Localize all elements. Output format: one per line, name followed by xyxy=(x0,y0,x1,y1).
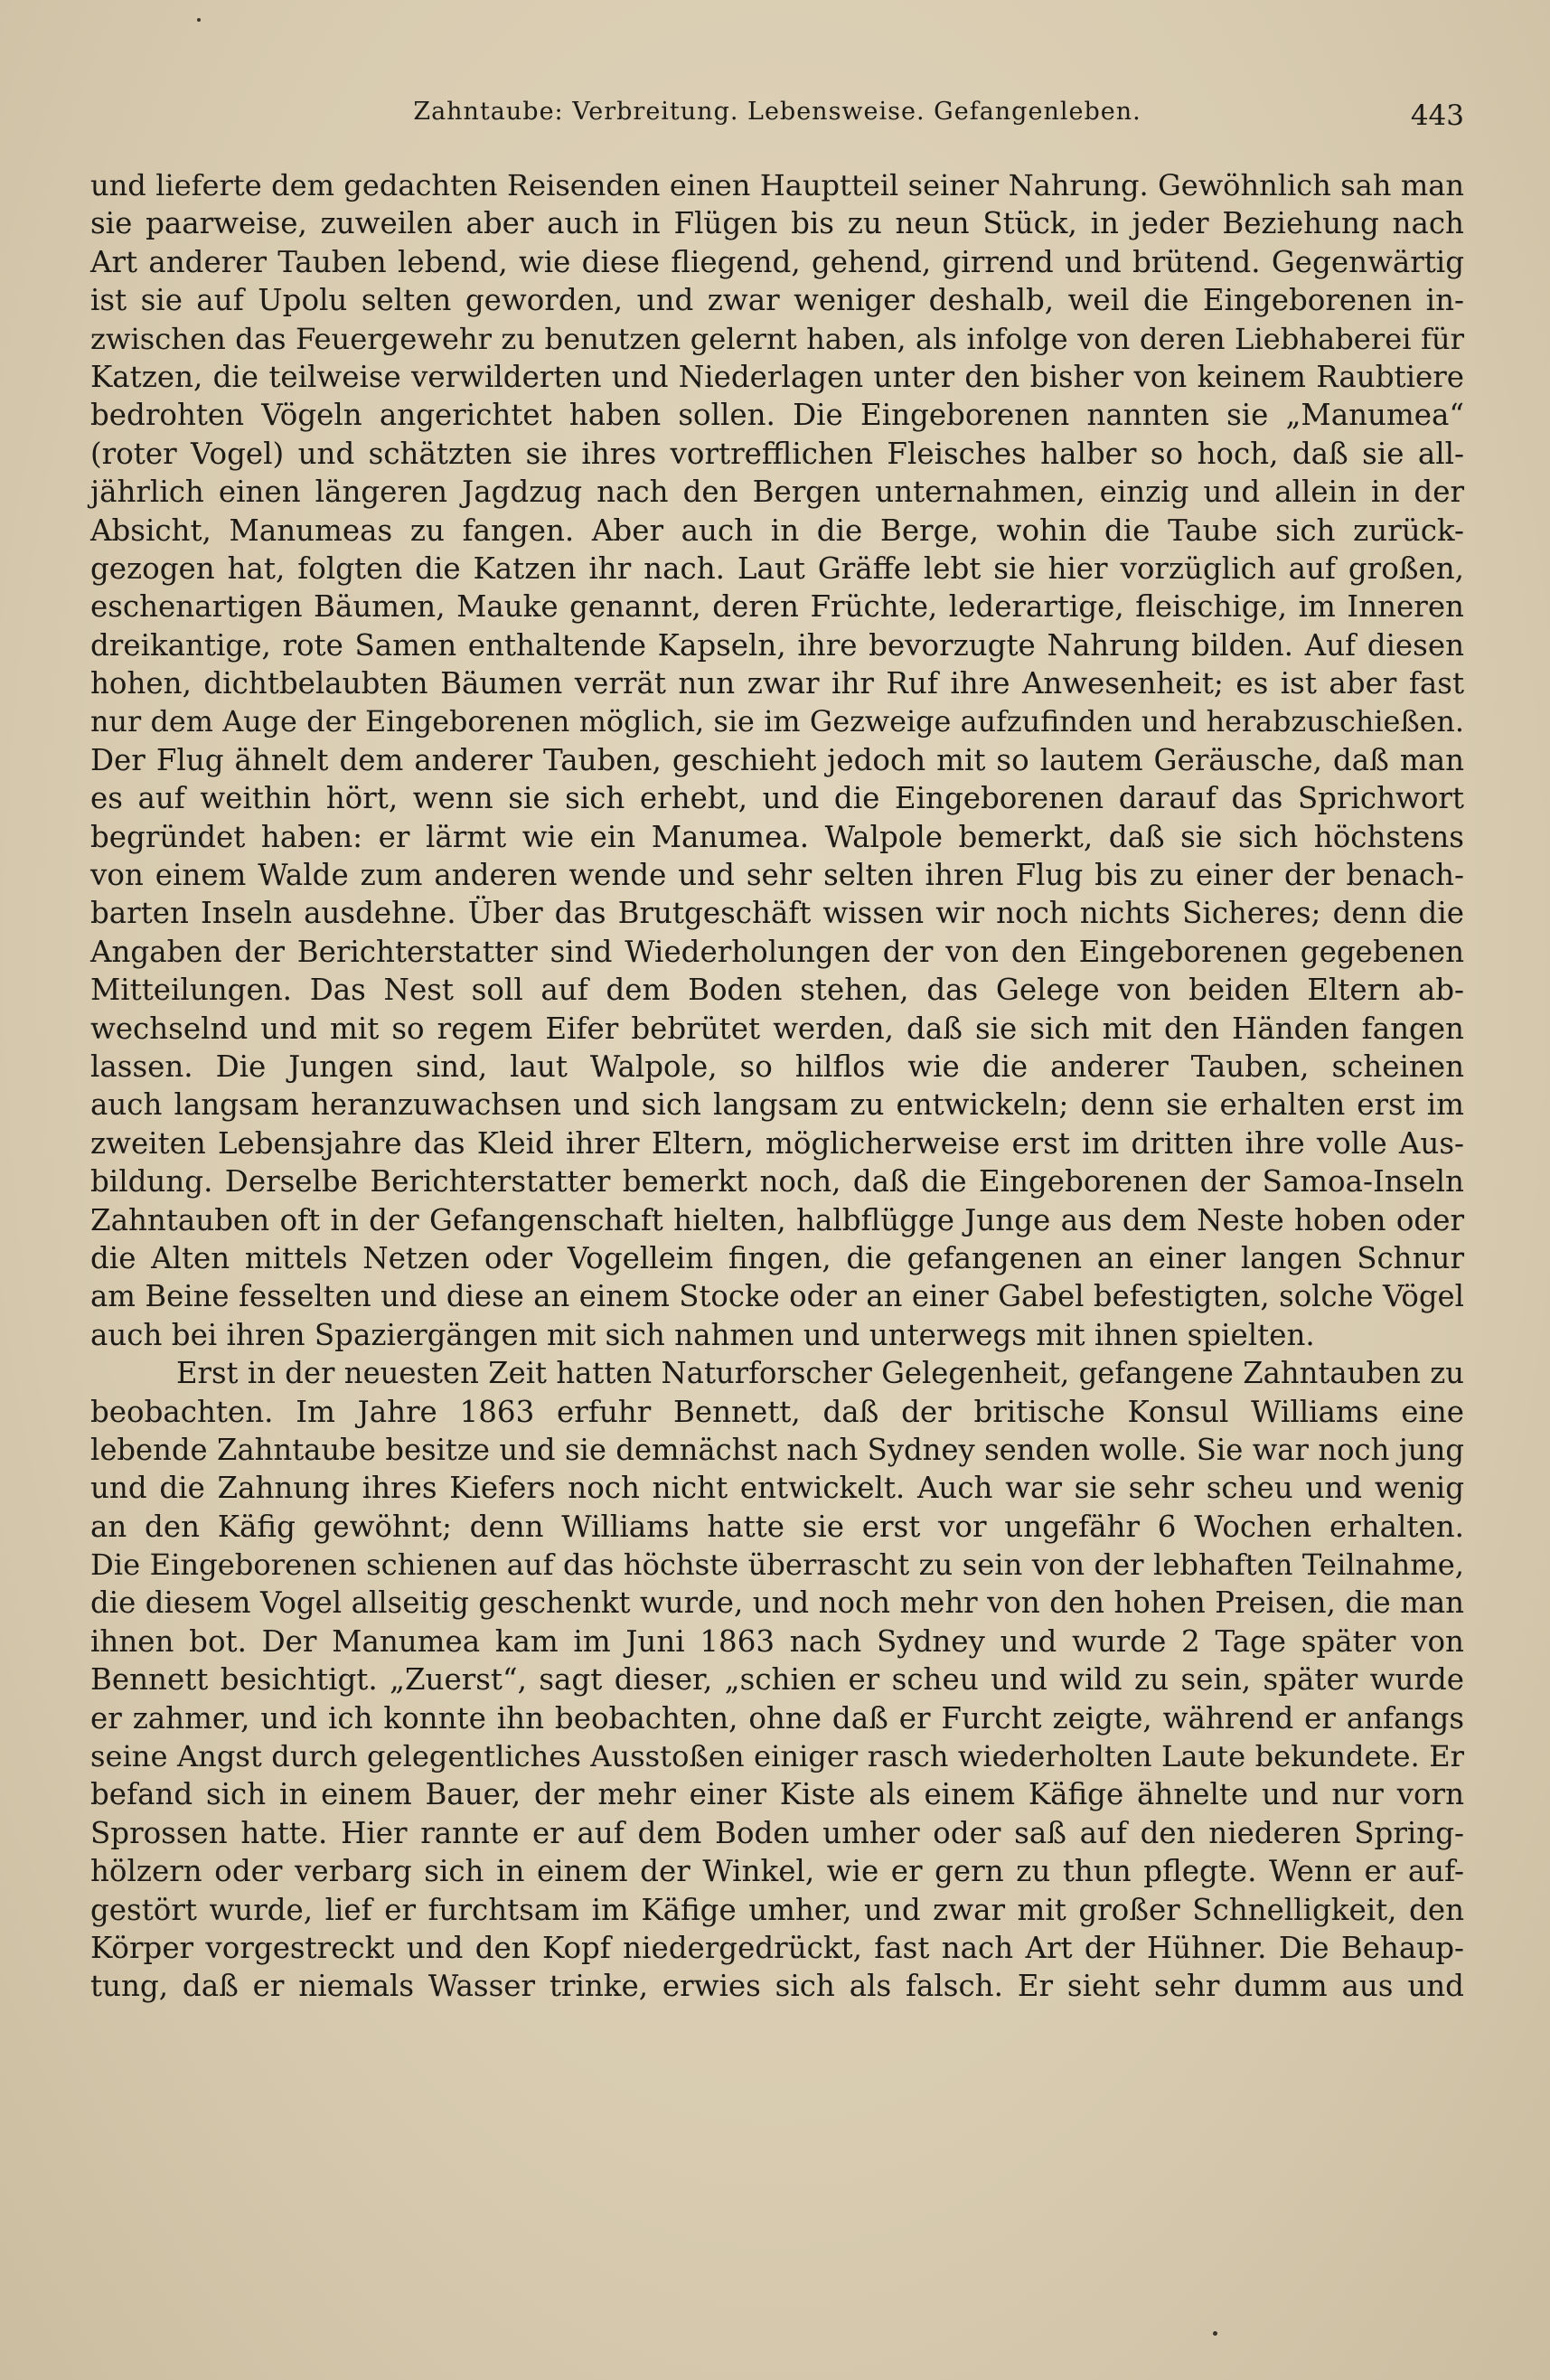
text-line: Sprossen hatte. Hier rannte er auf dem Boden umher oder saß auf den niederen Spring- xyxy=(90,1815,1464,1850)
paragraph-1 xyxy=(90,166,1464,1354)
text-line: zwischen das Feuergewehr zu benutzen gelernt haben, als infolge von deren Liebhaberei für xyxy=(90,321,1464,356)
text-line: Bennett besichtigt. „Zuerst“, sagt dieser, „schien er scheu und wild zu sein, später wurde xyxy=(90,1662,1464,1698)
running-title: Zahntaube: Verbreitung. Lebensweise. Gefangenleben. xyxy=(413,98,1141,126)
text-line: hohen, dichtbelaubten Bäumen verrät nun zwar ihr Ruf ihre Anwesenheit; es ist aber fast xyxy=(90,666,1464,701)
text-line: es auf weithin hört, wenn sie sich erhebt, und die Eingeborenen darauf das Sprichwort xyxy=(90,781,1464,816)
text-line: begründet haben: er lärmt wie ein Manumea. Walpole bemerkt, daß sie sich höchstens xyxy=(90,819,1464,854)
text-line: nur dem Auge der Eingeborenen möglich, sie im Gezweige aufzufinden und herabzuschießen. xyxy=(90,704,1464,739)
text-line: sie paarweise, zuweilen aber auch in Flügen bis zu neun Stück, in jeder Beziehung nach xyxy=(90,206,1464,241)
text-line: zweiten Lebensjahre das Kleid ihrer Eltern, möglicherweise erst im dritten ihre volle Aus- xyxy=(90,1125,1464,1161)
text-line: und die Zahnung ihres Kiefers noch nicht entwickelt. Auch war sie sehr scheu und wenig xyxy=(90,1471,1464,1506)
paper-speck xyxy=(1213,2331,1217,2336)
running-head xyxy=(90,92,1464,132)
body-text xyxy=(90,166,1464,2006)
text-line: die Alten mittels Netzen oder Vogelleim fingen, die gefangenen an einer langen Schnur xyxy=(90,1240,1464,1275)
text-line: dreikantige, rote Samen enthaltende Kapseln, ihre bevorzugte Nahrung bilden. Auf diesen xyxy=(90,627,1464,663)
text-line: auch bei ihren Spaziergängen mit sich nahmen und unterwegs mit ihnen spielten. xyxy=(90,1317,1315,1352)
text-line: tung, daß er niemals Wasser trinke, erwies sich als falsch. Er sieht sehr dumm aus und xyxy=(90,1969,1464,2004)
text-line: lebende Zahntaube besitze und sie demnächst nach Sydney senden wolle. Sie war noch jung xyxy=(90,1432,1464,1467)
text-line: bildung. Derselbe Berichterstatter bemerkt noch, daß die Eingeborenen der Samoa-Inseln xyxy=(90,1164,1464,1199)
text-line: Art anderer Tauben lebend, wie diese fliegend, gehend, girrend und brütend. Gegenwärtig xyxy=(90,244,1464,279)
text-line: gezogen hat, folgten die Katzen ihr nach. Laut Gräffe lebt sie hier vorzüglich auf großen, xyxy=(90,550,1464,586)
text-line: beobachten. Im Jahre 1863 erfuhr Bennett, daß der britische Konsul Williams eine xyxy=(90,1394,1464,1429)
text-line: auch langsam heranzuwachsen und sich langsam zu entwickeln; denn sie erhalten erst im xyxy=(90,1087,1464,1123)
text-line: seine Angst durch gelegentliches Ausstoßen einiger rasch wiederholten Laute bekundete. Er xyxy=(90,1739,1464,1774)
text-line: hölzern oder verbarg sich in einem der Winkel, wie er gern zu thun pflegte. Wenn er auf- xyxy=(90,1854,1464,1889)
text-line: Katzen, die teilweise verwilderten und Niederlagen unter den bisher von keinem Raubtiere xyxy=(90,359,1464,394)
text-line: Erst in der neuesten Zeit hatten Naturforscher Gelegenheit, gefangene Zahntauben zu xyxy=(176,1356,1464,1391)
text-line: Absicht, Manumeas zu fangen. Aber auch in die Berge, wohin die Taube sich zurück- xyxy=(90,513,1464,548)
text-line: an den Käfig gewöhnt; denn Williams hatte sie erst vor ungefähr 6 Wochen erhalten. xyxy=(90,1509,1464,1544)
text-line: er zahmer, und ich konnte ihn beobachten, ohne daß er Furcht zeigte, während er anfangs xyxy=(90,1700,1464,1736)
text-line: Zahntauben oft in der Gefangenschaft hielten, halbflügge Junge aus dem Neste hoben oder xyxy=(90,1202,1464,1237)
text-line: lassen. Die Jungen sind, laut Walpole, so hilflos wie die anderer Tauben, scheinen xyxy=(90,1049,1464,1084)
page-number: 443 xyxy=(1410,99,1464,132)
text-line: (roter Vogel) und schätzten sie ihres vortrefflichen Fleisches halber so hoch, daß sie all- xyxy=(90,436,1464,471)
text-line: wechselnd und mit so regem Eifer bebrütet werden, daß sie sich mit den Händen fangen xyxy=(90,1011,1464,1046)
text-line: bedrohten Vögeln angerichtet haben sollen. Die Eingeborenen nannten sie „Manumea“ xyxy=(90,398,1464,433)
text-line: von einem Walde zum anderen wende und sehr selten ihren Flug bis zu einer der benach- xyxy=(90,858,1464,893)
paper-speck xyxy=(197,18,201,22)
text-line: Mitteilungen. Das Nest soll auf dem Boden stehen, das Gelege von beiden Eltern ab- xyxy=(90,973,1464,1008)
text-line: jährlich einen längeren Jagdzug nach den Bergen unternahmen, einzig und allein in der xyxy=(90,475,1464,510)
text-line: Angaben der Berichterstatter sind Wiederholungen der von den Eingeborenen gegebenen xyxy=(90,934,1464,969)
paragraph-2 xyxy=(90,1354,1464,2006)
text-line: Die Eingeborenen schienen auf das höchste überrascht zu sein von der lebhaften Teilnahme, xyxy=(90,1547,1464,1583)
text-line: am Beine fesselten und diese an einem Stocke oder an einer Gabel befestigten, solche Vögel xyxy=(90,1279,1464,1314)
text-line: die diesem Vogel allseitig geschenkt wurde, und noch mehr von den hohen Preisen, die man xyxy=(90,1585,1464,1621)
text-line: Der Flug ähnelt dem anderer Tauben, geschieht jedoch mit so lautem Geräusche, daß man xyxy=(90,742,1464,777)
text-line: gestört wurde, lief er furchtsam im Käfige umher, und zwar mit großer Schnelligkeit, den xyxy=(90,1892,1464,1927)
text-line: und lieferte dem gedachten Reisenden einen Hauptteil seiner Nahrung. Gewöhnlich sah man xyxy=(90,168,1464,202)
text-line: Körper vorgestreckt und den Kopf niedergedrückt, fast nach Art der Hühner. Die Behaup- xyxy=(90,1930,1464,1965)
text-line: ist sie auf Upolu selten geworden, und zwar weniger deshalb, weil die Eingeborenen in- xyxy=(90,283,1464,318)
text-line: befand sich in einem Bauer, der mehr einer Kiste als einem Käfige ähnelte und nur vorn xyxy=(90,1777,1464,1812)
text-line: ihnen bot. Der Manumea kam im Juni 1863 nach Sydney und wurde 2 Tage später von xyxy=(90,1623,1464,1659)
text-line: barten Inseln ausdehne. Über das Brutgeschäft wissen wir noch nichts Sicheres; denn die xyxy=(90,896,1464,931)
text-line: eschenartigen Bäumen, Mauke genannt, deren Früchte, lederartige, fleischige, im Inneren xyxy=(90,589,1464,625)
